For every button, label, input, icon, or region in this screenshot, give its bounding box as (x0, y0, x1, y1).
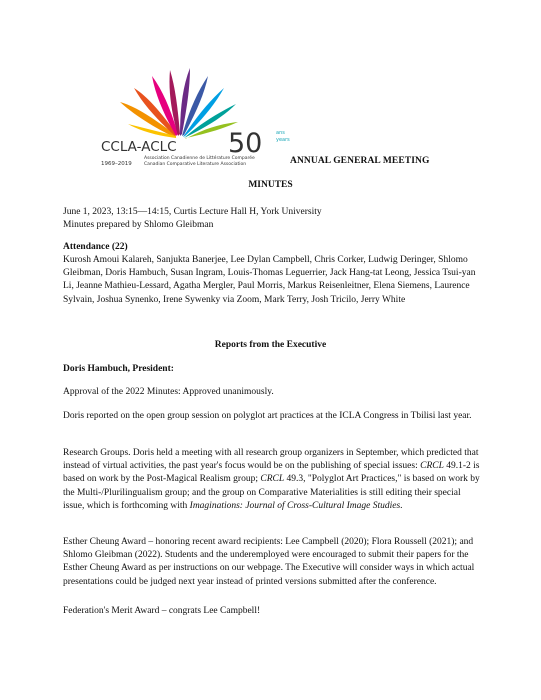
logo-dates: 1969–2019 (101, 161, 132, 167)
prepared-by: Minutes prepared by Shlomo Gleibman (63, 220, 214, 230)
leaf-icon (120, 68, 238, 139)
research-text-1: Research Groups. Doris held a meeting with all research group organizers in September, which predicted that instead of virtual activities, the past year's focus would be on the publishing of special issues: (63, 448, 479, 472)
cheung-award-paragraph: Esther Cheung Award – honoring recent award recipients: Lee Campbell (2020); Flora Roussell (2021); and Shlomo Gleibman (2022). Students and the underemployed were encouraged to submit their papers for the Esther Cheung Award as per instructions on our webpage. The Executive will consider ways in which actual presentations could be judged next year instead of printed versions submitted after the conference. (63, 537, 475, 587)
research-groups-paragraph (63, 447, 483, 513)
crcl-title-1: CRCL (420, 461, 444, 472)
minutes-heading: MINUTES (248, 180, 293, 190)
reports-heading: Reports from the Executive (214, 340, 327, 350)
ccla-aclc-50-years-logo (98, 62, 313, 172)
congress-paragraph: Doris reported on the open group session on polyglot art practices at the ICLA Congress in Tbilisi last year. (63, 411, 472, 421)
logo-name: CCLA-ACLC (101, 139, 177, 155)
logo-years: years (276, 137, 290, 143)
meeting-title: ANNUAL GENERAL MEETING (290, 156, 430, 166)
logo-fifty: 50 (228, 128, 263, 159)
merit-award-paragraph: Federation's Merit Award – congrats Lee Campbell! (63, 606, 261, 616)
attendance-list: Kurosh Amoui Kalareh, Sanjukta Banerjee, Lee Dylan Campbell, Chris Corker, Ludwig Deringer, Shlomo Gleibman, Doris Hambuch, Susan Ingram, Louis-Thomas Leguerrier, Jack Hang-tat Leong, Jessica Tsui-yan Li, Jeanne Mathieu-Lessard, Agatha Mergler, Paul Morris, Markus Reisenleitner, Elena Siemens, Laurence Sylvain, Joshua Synenko, Irene Sywenky via Zoom, Mark Terry, Josh Tricilo, Jerry White (63, 255, 476, 305)
president-heading: Doris Hambuch, President: (63, 364, 174, 374)
research-text-4: . (400, 500, 403, 511)
crcl-title-2: CRCL (260, 474, 285, 485)
meeting-date-location: June 1, 2023, 13:15—14:15, Curtis Lecture Hall H, York University (63, 207, 322, 217)
logo-fr: Association Canadienne de Littérature Comparée (144, 156, 255, 161)
research-text-3: 49.3, "Polyglot Art Practices," is based on work by the Multi-/Plurilingualism group; and the group on Comparative Materialities is still editing their special issue, which is forthcoming with (63, 474, 480, 511)
journal-title: Imaginations: Journal of Cross-Cultural Image Studies (189, 500, 401, 511)
attendance-heading: Attendance (22) (63, 242, 128, 252)
research-text-2: 49.1-2 is based on work by the Post-Magical Realism group; (63, 461, 480, 485)
logo-ans: ans (276, 130, 285, 136)
approval-paragraph: Approval of the 2022 Minutes: Approved unanimously. (63, 387, 274, 397)
logo-en: Canadian Comparative Literature Association (144, 162, 247, 167)
